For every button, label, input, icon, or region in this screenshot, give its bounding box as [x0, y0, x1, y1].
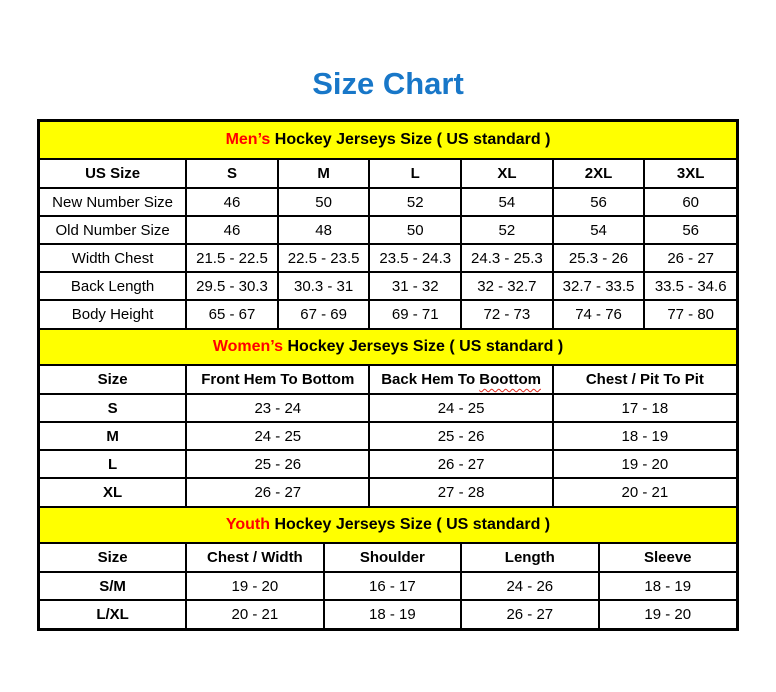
womens-section-banner: [40, 328, 736, 366]
table-row: [40, 478, 736, 506]
column-header-cell: S: [186, 160, 278, 188]
table-row: [40, 272, 736, 300]
youth-banner-highlight: Youth: [225, 516, 270, 533]
table-row: [40, 572, 736, 600]
youth-banner-text: Hockey Jerseys Size ( US standard ): [270, 516, 551, 533]
row-label-cell: Width Chest: [40, 244, 186, 272]
column-header-cell: [369, 366, 552, 394]
size-value-cell: 46: [186, 216, 278, 244]
size-value-cell: 77 - 80: [644, 300, 736, 328]
size-value-cell: 18 - 19: [553, 422, 736, 450]
size-value-cell: 65 - 67: [186, 300, 278, 328]
size-value-cell: 25 - 26: [369, 422, 552, 450]
size-value-cell: 52: [369, 188, 461, 216]
size-value-cell: 48: [278, 216, 370, 244]
column-header-cell: M: [278, 160, 370, 188]
womens-header-row: [40, 366, 736, 394]
column-header-cell: US Size: [40, 160, 186, 188]
size-value-cell: 24.3 - 25.3: [461, 244, 553, 272]
size-value-cell: 26 - 27: [186, 478, 369, 506]
column-header-cell: 3XL: [644, 160, 736, 188]
size-value-cell: 54: [461, 188, 553, 216]
womens-size-table: [40, 366, 736, 506]
size-value-cell: 50: [369, 216, 461, 244]
youth-header-row: [40, 544, 736, 572]
mens-size-table: [40, 160, 736, 328]
womens-banner-text: Hockey Jerseys Size ( US standard ): [283, 338, 564, 355]
size-value-cell: 25.3 - 26: [553, 244, 645, 272]
row-label-cell: M: [40, 422, 186, 450]
size-value-cell: 32 - 32.7: [461, 272, 553, 300]
table-row: [40, 216, 736, 244]
row-label-cell: Body Height: [40, 300, 186, 328]
youth-section-banner: [40, 506, 736, 544]
mens-banner-text: Hockey Jerseys Size ( US standard ): [270, 131, 551, 148]
size-value-cell: 18 - 19: [324, 600, 461, 628]
size-value-cell: 21.5 - 22.5: [186, 244, 278, 272]
size-value-cell: 31 - 32: [369, 272, 461, 300]
column-header-cell: Length: [461, 544, 598, 572]
row-label-cell: L: [40, 450, 186, 478]
size-value-cell: 19 - 20: [553, 450, 736, 478]
mens-header-row: [40, 160, 736, 188]
table-row: [40, 188, 736, 216]
size-value-cell: 26 - 27: [369, 450, 552, 478]
size-value-cell: 24 - 26: [461, 572, 598, 600]
column-header-cell: L: [369, 160, 461, 188]
column-header-cell: Front Hem To Bottom: [186, 366, 369, 394]
size-value-cell: 54: [553, 216, 645, 244]
column-header-cell: Size: [40, 544, 186, 572]
size-value-cell: 18 - 19: [599, 572, 736, 600]
size-value-cell: 26 - 27: [644, 244, 736, 272]
row-label-cell: S: [40, 394, 186, 422]
size-value-cell: 20 - 21: [186, 600, 323, 628]
size-value-cell: 33.5 - 34.6: [644, 272, 736, 300]
table-row: [40, 450, 736, 478]
size-value-cell: 30.3 - 31: [278, 272, 370, 300]
size-value-cell: 23.5 - 24.3: [369, 244, 461, 272]
size-value-cell: 56: [644, 216, 736, 244]
size-value-cell: 22.5 - 23.5: [278, 244, 370, 272]
size-value-cell: 46: [186, 188, 278, 216]
size-value-cell: 50: [278, 188, 370, 216]
size-value-cell: 20 - 21: [553, 478, 736, 506]
column-header-cell: XL: [461, 160, 553, 188]
table-row: [40, 244, 736, 272]
size-value-cell: 27 - 28: [369, 478, 552, 506]
size-value-cell: 23 - 24: [186, 394, 369, 422]
size-value-cell: 67 - 69: [278, 300, 370, 328]
size-value-cell: 69 - 71: [369, 300, 461, 328]
row-label-cell: Old Number Size: [40, 216, 186, 244]
table-row: [40, 394, 736, 422]
page-title: Size Chart: [312, 66, 464, 101]
size-value-cell: 16 - 17: [324, 572, 461, 600]
size-value-cell: 56: [553, 188, 645, 216]
column-header-cell: Sleeve: [599, 544, 736, 572]
youth-size-table: [40, 544, 736, 628]
column-header-text: Back Hem To: [381, 371, 480, 388]
row-label-cell: L/XL: [40, 600, 186, 628]
mens-section-banner: [40, 122, 736, 160]
size-value-cell: 24 - 25: [186, 422, 369, 450]
row-label-cell: New Number Size: [40, 188, 186, 216]
size-value-cell: 72 - 73: [461, 300, 553, 328]
size-value-cell: 17 - 18: [553, 394, 736, 422]
womens-banner-highlight: Women’s: [212, 338, 284, 355]
column-header-cell: 2XL: [553, 160, 645, 188]
table-row: [40, 422, 736, 450]
mens-banner-highlight: Men’s: [225, 131, 271, 148]
column-header-cell: Shoulder: [324, 544, 461, 572]
table-row: [40, 300, 736, 328]
size-value-cell: 25 - 26: [186, 450, 369, 478]
size-value-cell: 52: [461, 216, 553, 244]
size-value-cell: 29.5 - 30.3: [186, 272, 278, 300]
column-header-cell: Chest / Pit To Pit: [553, 366, 736, 394]
row-label-cell: Back Length: [40, 272, 186, 300]
size-value-cell: 74 - 76: [553, 300, 645, 328]
size-value-cell: 24 - 25: [369, 394, 552, 422]
size-value-cell: 26 - 27: [461, 600, 598, 628]
size-value-cell: 19 - 20: [599, 600, 736, 628]
size-value-cell: 32.7 - 33.5: [553, 272, 645, 300]
size-value-cell: 60: [644, 188, 736, 216]
row-label-cell: S/M: [40, 572, 186, 600]
column-header-cell: Chest / Width: [186, 544, 323, 572]
row-label-cell: XL: [40, 478, 186, 506]
misspelled-word-with-spellcheck-underline: Boottom: [479, 371, 541, 388]
size-chart-block: [37, 119, 739, 631]
column-header-cell: Size: [40, 366, 186, 394]
size-value-cell: 19 - 20: [186, 572, 323, 600]
table-row: [40, 600, 736, 628]
